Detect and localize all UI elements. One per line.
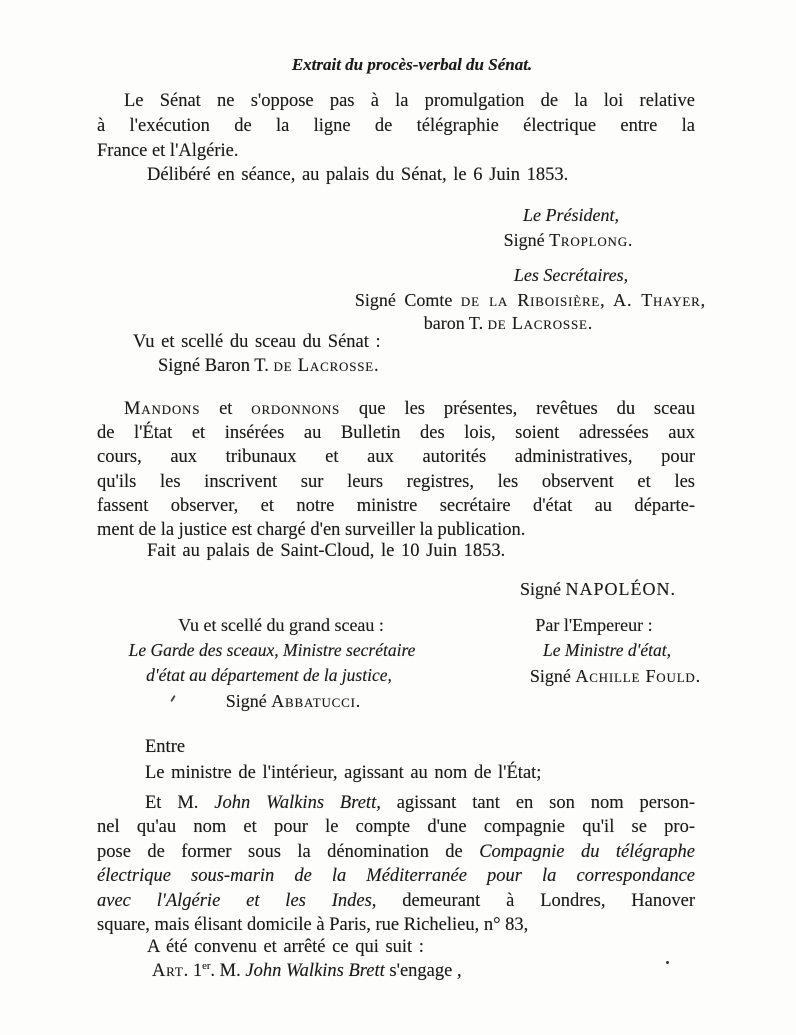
company-name-part-1: Compagnie du télégraphe bbox=[479, 841, 695, 862]
senate-seal-signature-line bbox=[158, 356, 379, 377]
article-1-line bbox=[97, 961, 695, 982]
text-line bbox=[97, 840, 695, 864]
achille-fould-name: Achille Fould bbox=[575, 666, 696, 686]
fould-signature-line bbox=[530, 666, 700, 687]
president-role-line: Le Président, bbox=[523, 205, 619, 225]
secretaries-signature-line-1 bbox=[355, 290, 705, 311]
minister-of-state-role-line: Le Ministre d'état, bbox=[542, 640, 672, 660]
title-prefix: baron T. bbox=[423, 313, 488, 333]
article-rest: s'engage , bbox=[384, 961, 462, 981]
brett-name: John Walkins Brett bbox=[245, 961, 385, 981]
senate-seal-line: Vu et scellé du sceau du Sénat : bbox=[133, 332, 381, 352]
line-rest: , demeurant à Londres, Hanover bbox=[371, 890, 695, 911]
ink-speck bbox=[170, 695, 175, 702]
signed-label: Signé bbox=[503, 230, 550, 250]
text-line: square, mais élisant domicile à Paris, rue Richelieu, n° 83, bbox=[97, 915, 529, 936]
brett-name: John Walkins Brett, bbox=[214, 793, 381, 813]
article-mid: . M. bbox=[210, 961, 246, 981]
document-heading: Extrait du procès-verbal du Sénat. bbox=[291, 55, 533, 74]
signed-label: Signé Baron T. bbox=[158, 356, 274, 376]
connector: et bbox=[200, 399, 252, 419]
text-line bbox=[97, 791, 695, 815]
text-line bbox=[97, 397, 695, 421]
napoleon-name: NAPOLÉON. bbox=[565, 579, 677, 599]
text-line: à l'exécution de la ligne de télégraphie électrique entre la bbox=[97, 116, 695, 136]
text-line: de l'État et insérées au Bulletin des lois, soient adressées aux bbox=[97, 423, 695, 444]
fait-au-palais-line: Fait au palais de Saint-Cloud, le 10 Juin 1853. bbox=[147, 541, 506, 561]
signed-label: Signé bbox=[225, 691, 272, 711]
text-line: France et l'Algérie. bbox=[97, 141, 239, 161]
line-start: pose de former sous la dénomination de bbox=[97, 841, 480, 862]
separator: , bbox=[600, 290, 614, 310]
line-rest: agissant tant en son nom person- bbox=[380, 793, 696, 813]
brett-agreement-paragraph bbox=[97, 791, 695, 937]
text-line: Le Sénat ne s'oppose pas à la promulgation de la loi relative bbox=[124, 91, 695, 111]
text-line: fassent observer, et notre ministre secrétaire d'état au départe- bbox=[97, 495, 695, 516]
article-label: Art bbox=[152, 961, 184, 981]
ordinal-superscript: er bbox=[202, 959, 211, 972]
article-number: . 1 bbox=[183, 961, 203, 981]
par-empereur-line: Par l'Empereur : bbox=[535, 615, 653, 635]
napoleon-signature-line bbox=[520, 579, 676, 600]
signed-label: Signé bbox=[529, 666, 576, 686]
ink-speck bbox=[666, 961, 669, 964]
convenu-line: A été convenu et arrêté ce qui suit : bbox=[147, 937, 424, 957]
president-signature-line bbox=[504, 230, 633, 251]
text-line bbox=[97, 889, 695, 913]
grand-seal-line: Vu et scellé du grand sceau : bbox=[178, 615, 384, 635]
keeper-of-seals-line-2: d'état au département de la justice, bbox=[146, 665, 392, 685]
company-name-part-3: avec l'Algérie et les Indes bbox=[97, 890, 372, 911]
text-line: cours, aux tribunaux et aux autorités administratives, pour bbox=[97, 447, 695, 468]
word-mandons: Mandons bbox=[124, 399, 201, 419]
abbatucci-signature-line bbox=[226, 691, 361, 712]
minister-interior-line: Le ministre de l'intérieur, agissant au nom de l'État; bbox=[145, 763, 542, 783]
text-line: ment de la justice est chargé d'en surveiller la publication. bbox=[97, 520, 526, 541]
abbatucci-name: Abbatucci bbox=[271, 691, 356, 711]
signed-label: Signé Comte bbox=[354, 290, 461, 310]
line-start: Et M. bbox=[145, 793, 215, 813]
period: . bbox=[627, 230, 633, 250]
period: . bbox=[587, 313, 593, 333]
period: . bbox=[355, 691, 361, 711]
baron-lacrosse-name: de Lacrosse bbox=[273, 356, 375, 376]
comma: , bbox=[700, 290, 706, 310]
president-name: Troplong bbox=[549, 230, 628, 250]
text-line: nel qu'au nom et pour le compte d'une compagnie qu'il se pro- bbox=[97, 817, 695, 838]
signed-label: Signé bbox=[519, 579, 566, 599]
secretaries-signature-line-2 bbox=[424, 313, 592, 334]
deliberation-date-line: Délibéré en séance, au palais du Sénat, le 6 Juin 1853. bbox=[147, 165, 569, 185]
promulgation-paragraph bbox=[97, 397, 695, 542]
word-ordonnons: ordonnons bbox=[251, 399, 341, 419]
text-line: qu'ils les inscrivent sur leurs registres, les observent et les bbox=[97, 471, 695, 492]
line-rest: que les présentes, revêtues du sceau bbox=[340, 399, 695, 419]
secretary-name-lacrosse: de Lacrosse bbox=[487, 313, 588, 333]
secretary-name-riboisiere: de la Riboisière bbox=[460, 290, 601, 310]
company-name-part-2: électrique sous-marin de la Méditerranée pour la correspondance bbox=[97, 866, 695, 887]
keeper-of-seals-line-1: Le Garde des sceaux, Ministre secrétaire bbox=[128, 640, 416, 660]
period: . bbox=[374, 356, 379, 376]
senate-approval-paragraph bbox=[97, 89, 695, 164]
period: . bbox=[695, 666, 701, 686]
entre-line: Entre bbox=[145, 737, 186, 757]
secretary-name-thayer: A. Thayer bbox=[613, 290, 701, 310]
secretaries-role-line: Les Secrétaires, bbox=[513, 265, 629, 285]
